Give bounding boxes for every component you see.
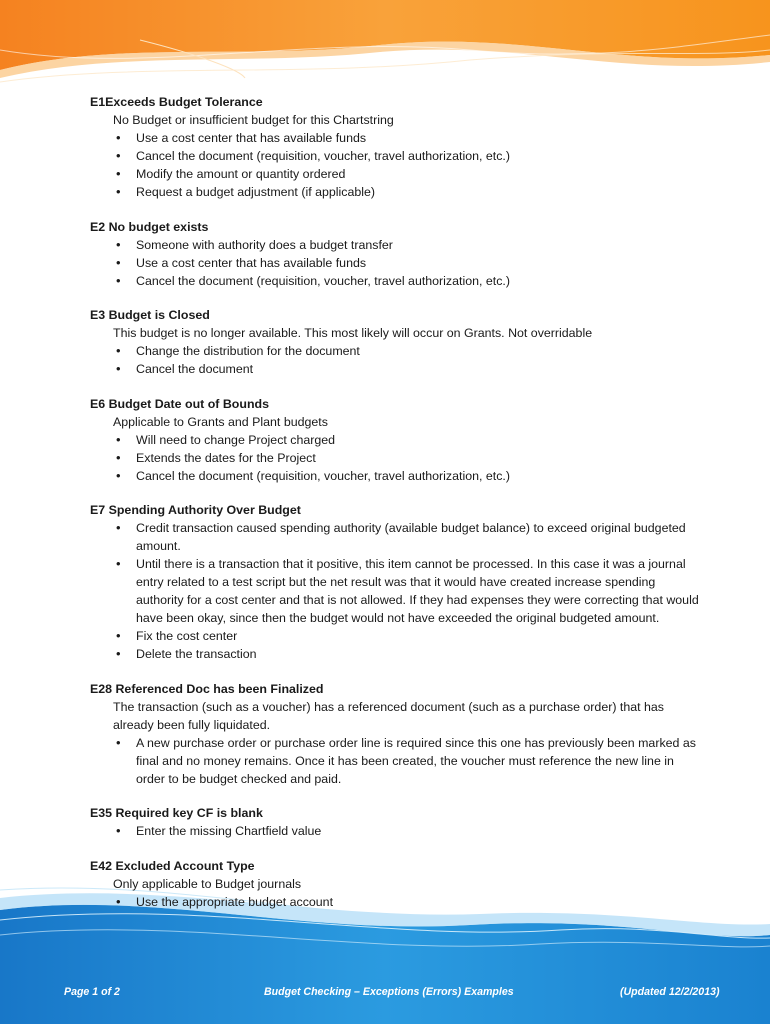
section-e3 <box>90 306 700 378</box>
section-title: E2 No budget exists <box>90 219 209 234</box>
section-description: Applicable to Grants and Plant budgets <box>113 414 328 429</box>
list-item: • Credit transaction caused spending authority (available budget balance) to exceed original budgeted amount. <box>90 519 700 555</box>
bullet-list <box>90 236 700 290</box>
footer-title: Budget Checking – Exceptions (Errors) Examples <box>264 986 514 998</box>
list-item: • Change the distribution for the document <box>90 342 700 360</box>
list-item: • Use a cost center that has available funds <box>90 129 700 147</box>
list-item: • Until there is a transaction that it positive, this item cannot be processed. In this case it was a journal entry related to a test script but the net result was that it would have created increase spending authority for a cost center and that is not allowed. If they had expenses they were correcting that would have been okay, since then the budget would not have exceeded the original budgeted amount. <box>90 555 700 627</box>
list-item: • Fix the cost center <box>90 627 700 645</box>
bullet-list <box>90 734 700 788</box>
section-title: E3 Budget is Closed <box>90 308 210 322</box>
bullet-list <box>90 822 700 840</box>
section-title: E28 Referenced Doc has been Finalized <box>90 681 324 696</box>
list-item: • Cancel the document <box>90 360 700 378</box>
bullet-list <box>90 342 700 378</box>
list-item: • Someone with authority does a budget transfer <box>90 236 700 254</box>
list-item: • Request a budget adjustment (if applicable) <box>90 183 700 201</box>
list-item: • Modify the amount or quantity ordered <box>90 165 700 183</box>
updated-date: (Updated 12/2/2013) <box>620 986 720 998</box>
section-e35 <box>90 804 700 840</box>
document-body <box>90 93 700 927</box>
section-title: E35 Required key CF is blank <box>90 806 263 820</box>
list-item: • Cancel the document (requisition, voucher, travel authorization, etc.) <box>90 147 700 165</box>
section-description: No Budget or insufficient budget for this Chartstring <box>113 113 394 127</box>
list-item: • Use a cost center that has available funds <box>90 254 700 272</box>
section-description: This budget is no longer available. This most likely will occur on Grants. Not overridable <box>113 326 593 340</box>
bullet-list <box>90 519 700 663</box>
bullet-list <box>90 893 700 911</box>
page-number: Page 1 of 2 <box>64 986 120 998</box>
section-e2 <box>90 218 700 290</box>
bullet-list <box>90 129 700 201</box>
section-title: E1Exceeds Budget Tolerance <box>90 95 263 109</box>
section-description: The transaction (such as a voucher) has a referenced document (such as a purchase order) that has already been fully liquidated. <box>113 699 664 732</box>
section-description: Only applicable to Budget journals <box>113 876 302 891</box>
list-item: • Extends the dates for the Project <box>90 449 700 467</box>
list-item: • Enter the missing Chartfield value <box>90 822 700 840</box>
list-item: • Cancel the document (requisition, voucher, travel authorization, etc.) <box>90 467 700 485</box>
section-e1 <box>90 93 700 201</box>
page-footer <box>0 986 770 1002</box>
section-title: E6 Budget Date out of Bounds <box>90 396 269 411</box>
section-e7 <box>90 501 700 663</box>
list-item: • Cancel the document (requisition, voucher, travel authorization, etc.) <box>90 272 700 290</box>
list-item: • Delete the transaction <box>90 645 700 663</box>
list-item: • A new purchase order or purchase order line is required since this one has previously been marked as final and no money remains. Once it has been created, the voucher must reference the new line in order to be budget checked and paid. <box>90 734 700 788</box>
list-item: • Will need to change Project charged <box>90 431 700 449</box>
section-e6 <box>90 395 700 485</box>
section-e28 <box>90 680 700 788</box>
section-title: E7 Spending Authority Over Budget <box>90 503 301 517</box>
section-title: E42 Excluded Account Type <box>90 858 255 873</box>
list-item: • Use the appropriate budget account <box>90 893 700 911</box>
section-e42 <box>90 857 700 911</box>
bullet-list <box>90 431 700 485</box>
